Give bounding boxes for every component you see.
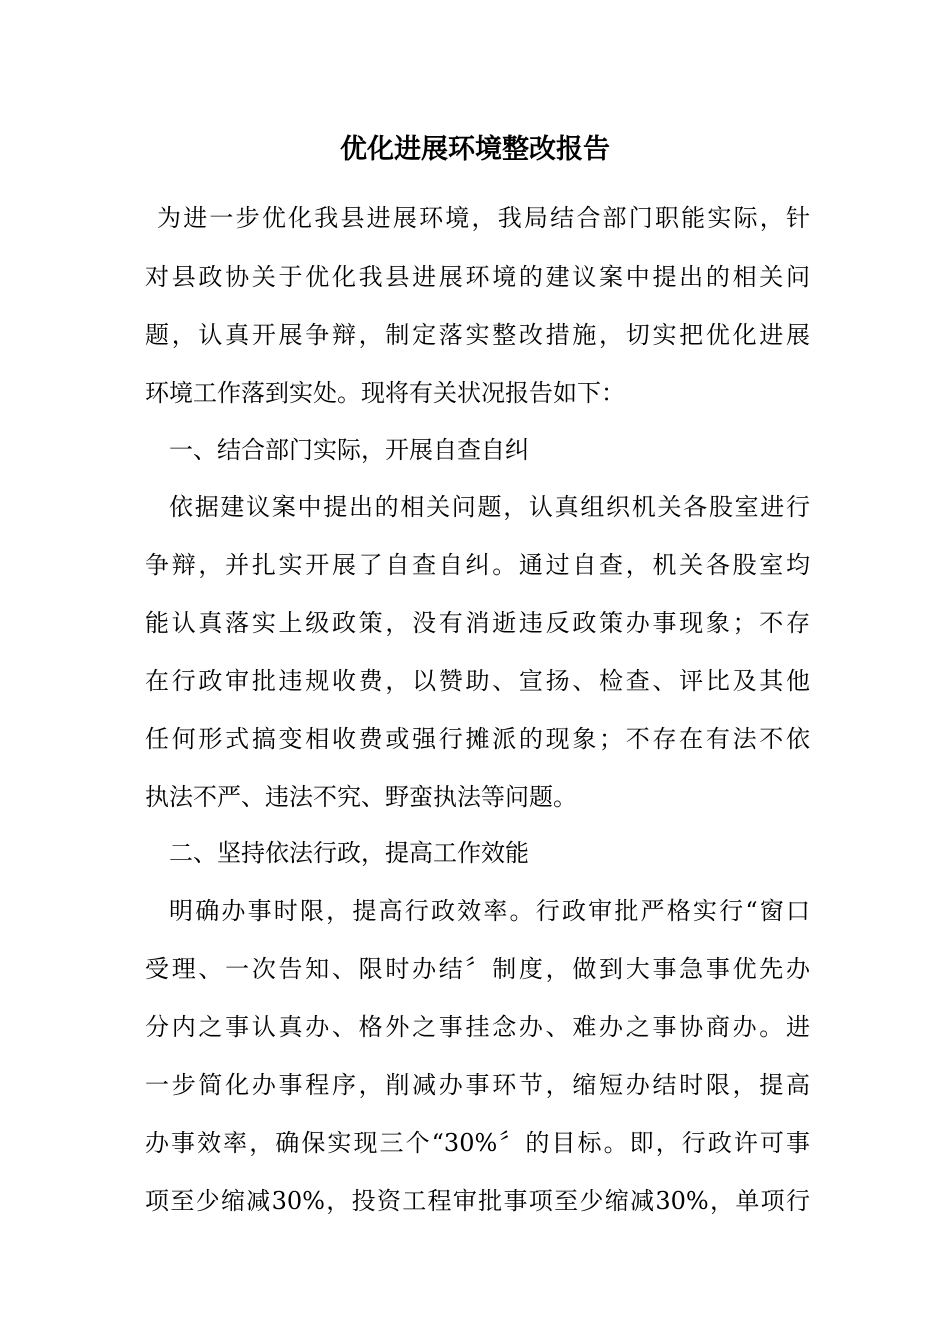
paragraph-1-line-2: 对县政协关于优化我县进展环境的建议案中提出的相关问 [145, 263, 810, 291]
paragraph-3-line-1: 明确办事时限，提高行政效率。行政审批严格实行“窗口 [169, 897, 810, 925]
section-heading-2: 二、坚持依法行政，提高工作效能 [169, 839, 529, 867]
paragraph-2-line-6: 执法不严、违法不究、野蛮执法等问题。 [145, 783, 577, 811]
paragraph-3-line-5: 办事效率，确保实现三个“30%〞的目标。即，行政许可事 [145, 1129, 810, 1157]
paragraph-1-line-4: 环境工作落到实处。现将有关状况报告如下： [145, 379, 625, 407]
paragraph-3-line-2: 受理、一次告知、限时办结〞制度，做到大事急事优先办 [145, 955, 810, 983]
paragraph-2-line-1: 依据建议案中提出的相关问题，认真组织机关各股室进行 [169, 493, 810, 521]
paragraph-2-line-4: 在行政审批违规收费，以赞助、宣扬、检查、评比及其他 [145, 667, 810, 695]
paragraph-2-line-2: 争辩，并扎实开展了自查自纠。通过自查，机关各股室均 [145, 551, 810, 579]
paragraph-3-line-4: 一步简化办事程序，削减办事环节，缩短办结时限，提高 [145, 1071, 810, 1099]
paragraph-2-line-5: 任何形式搞变相收费或强行摊派的现象；不存在有法不依 [145, 725, 810, 753]
section-heading-1: 一、结合部门实际，开展自查自纠 [169, 436, 529, 464]
document-title: 优化进展环境整改报告 [340, 134, 610, 165]
paragraph-1-line-1: 为进一步优化我县进展环境，我局结合部门职能实际，针 [157, 204, 810, 232]
paragraph-3-line-6: 项至少缩减30%，投资工程审批事项至少缩减30%，单项行 [145, 1187, 810, 1215]
paragraph-1-line-3: 题，认真开展争辩，制定落实整改措施，切实把优化进展 [145, 321, 810, 349]
paragraph-2-line-3: 能认真落实上级政策，没有消逝违反政策办事现象；不存 [145, 609, 810, 637]
paragraph-3-line-3: 分内之事认真办、格外之事挂念办、难办之事协商办。进 [145, 1013, 810, 1041]
